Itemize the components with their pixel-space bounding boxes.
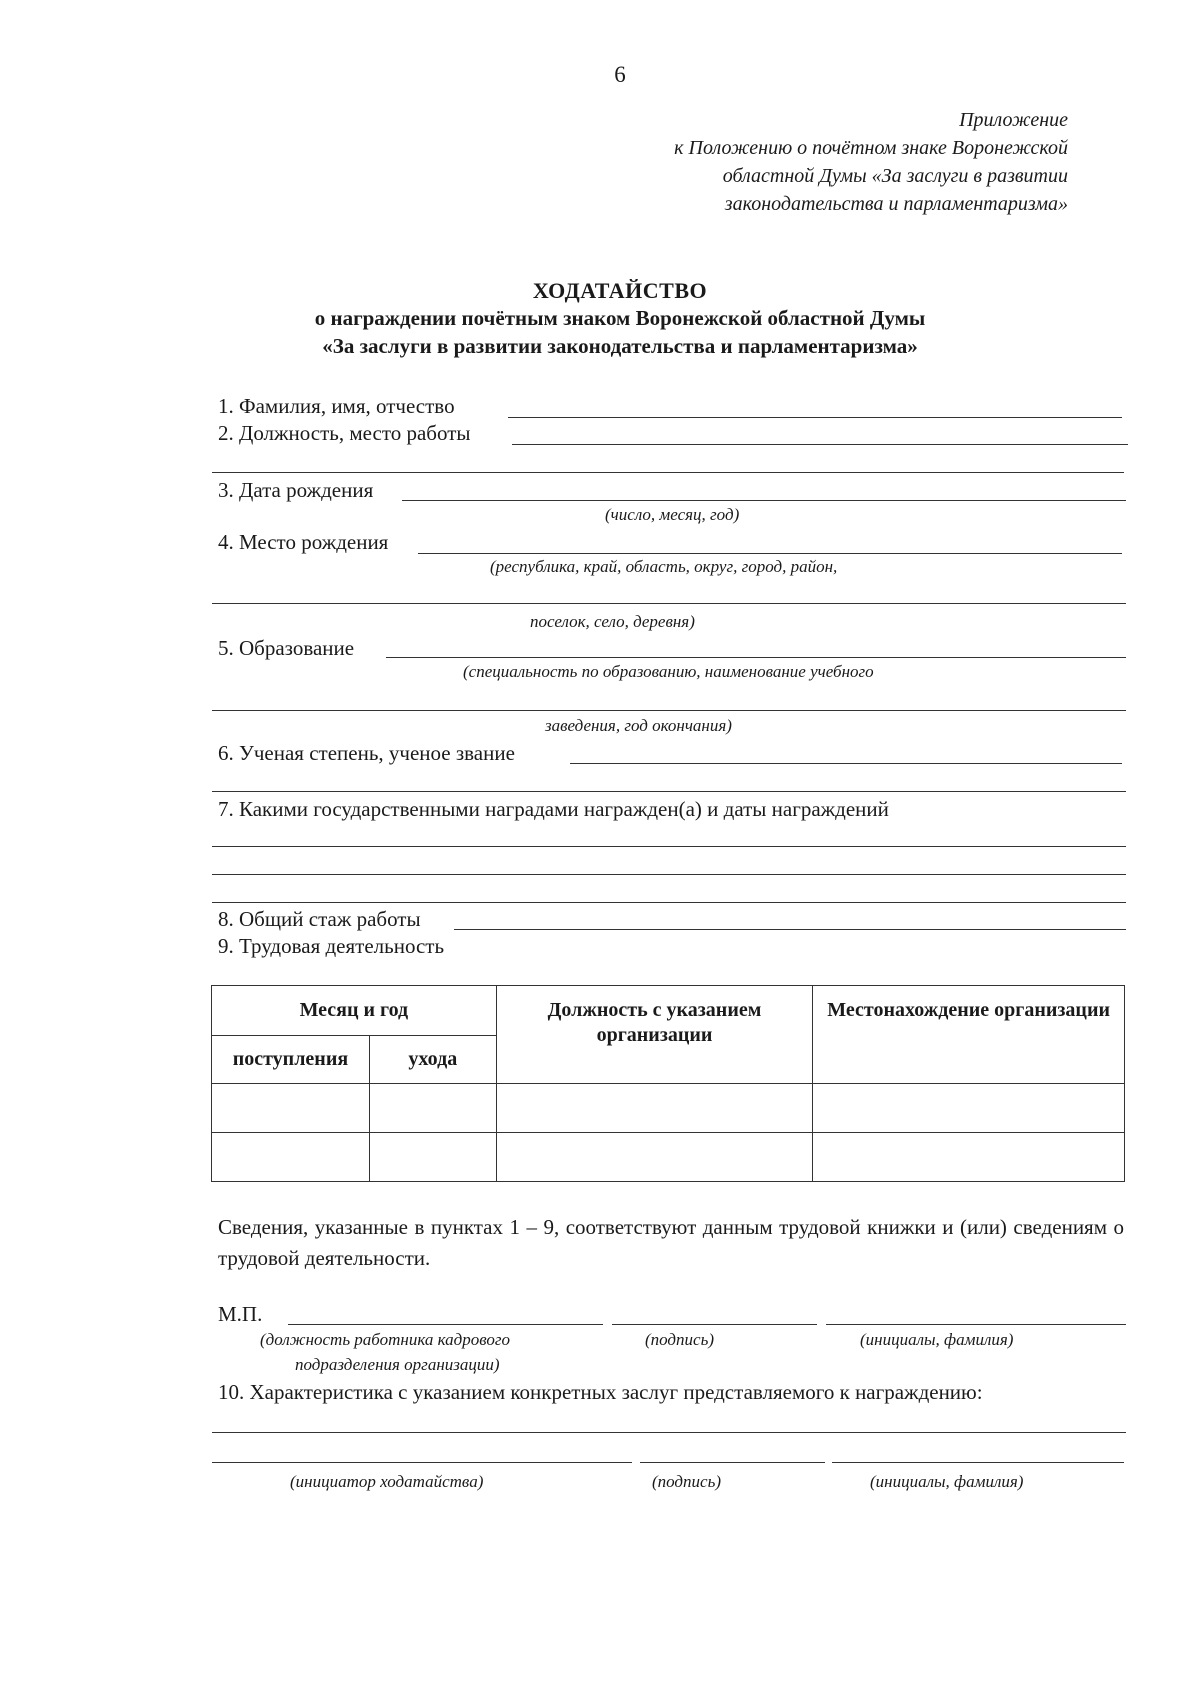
table-row xyxy=(212,1084,1125,1133)
table-cell[interactable] xyxy=(212,1133,370,1182)
field-label-experience: 8. Общий стаж работы xyxy=(218,907,421,931)
field-line-education[interactable] xyxy=(386,657,1126,658)
table-cell[interactable] xyxy=(813,1133,1125,1182)
hint-initiator-signature: (подпись) xyxy=(652,1472,721,1491)
field-label-work-history: 9. Трудовая деятельность xyxy=(218,934,445,958)
field-line-birth-place-2[interactable] xyxy=(212,603,1126,604)
table-cell[interactable] xyxy=(212,1084,370,1133)
table-cell[interactable] xyxy=(496,1133,813,1182)
field-label-education: 5. Образование xyxy=(218,636,355,660)
field-label-birth-date: 3. Дата рождения xyxy=(218,478,374,502)
field-line-degree-2[interactable] xyxy=(212,791,1126,792)
field-line-birth-place[interactable] xyxy=(418,553,1122,554)
field-label-awards: 7. Какими государственными наградами награжден(а) и даты награждений xyxy=(218,797,889,821)
field-line-position-2[interactable] xyxy=(212,472,1124,473)
hint-birth-place-2: поселок, село, деревня) xyxy=(530,612,695,631)
header-exit: ухода xyxy=(369,1036,496,1084)
document-subtitle-line-2: «За заслуги в развитии законодательства и парламентаризма» xyxy=(322,334,918,358)
table-cell[interactable] xyxy=(496,1084,813,1133)
table-cell[interactable] xyxy=(369,1133,496,1182)
appendix-note xyxy=(468,106,1068,218)
signature-line-initiator-sign[interactable] xyxy=(640,1462,825,1463)
signature-line-name[interactable] xyxy=(826,1324,1126,1325)
field-line-birth-date[interactable] xyxy=(402,500,1126,501)
hint-education-1: (специальность по образованию, наименование учебного xyxy=(463,662,874,681)
field-line-position[interactable] xyxy=(512,444,1128,445)
header-location: Местонахождение организации xyxy=(813,986,1125,1084)
work-history-table xyxy=(211,985,1125,1182)
page-number: 6 xyxy=(614,62,626,87)
appendix-line-4: законодательства и парламентаризма» xyxy=(724,193,1068,215)
field-label-position: 2. Должность, место работы xyxy=(218,421,471,445)
hint-initiator-name: (инициалы, фамилия) xyxy=(870,1472,1024,1491)
field-label-birth-place: 4. Место рождения xyxy=(218,530,389,554)
document-subtitle-line-1: о награждении почётным знаком Воронежской областной Думы xyxy=(314,306,926,330)
signature-line-initiator-name[interactable] xyxy=(832,1462,1124,1463)
hint-initiator: (инициатор ходатайства) xyxy=(290,1472,484,1491)
field-line-degree[interactable] xyxy=(570,763,1122,764)
header-month-year: Месяц и год xyxy=(212,986,497,1036)
field-line-full-name[interactable] xyxy=(508,417,1122,418)
signature-line-initiator[interactable] xyxy=(212,1462,632,1463)
hint-hr-name: (инициалы, фамилия) xyxy=(860,1330,1014,1349)
field-line-characteristic[interactable] xyxy=(212,1432,1126,1433)
field-line-awards-2[interactable] xyxy=(212,874,1126,875)
field-label-degree: 6. Ученая степень, ученое звание xyxy=(218,741,515,765)
hint-birth-date: (число, месяц, год) xyxy=(605,505,740,524)
appendix-line-3: областной Думы «За заслуги в развитии xyxy=(722,165,1068,187)
signature-line-position[interactable] xyxy=(288,1324,603,1325)
hint-hr-position-2: подразделения организации) xyxy=(295,1355,500,1374)
table-cell[interactable] xyxy=(369,1084,496,1133)
table-row xyxy=(212,1133,1125,1182)
appendix-line-2: к Положению о почётном знаке Воронежской xyxy=(674,137,1068,159)
field-line-education-2[interactable] xyxy=(212,710,1126,711)
signature-line-sign[interactable] xyxy=(612,1324,817,1325)
statement-paragraph: Сведения, указанные в пунктах 1 – 9, соответствуют данным трудовой книжки и (или) сведениям о трудовой деятельности. xyxy=(218,1215,1124,1270)
hint-hr-signature: (подпись) xyxy=(645,1330,714,1349)
field-label-characteristic: 10. Характеристика с указанием конкретных заслуг представляемого к награждению: xyxy=(218,1380,983,1404)
hint-education-2: заведения, год окончания) xyxy=(545,716,732,735)
field-line-awards-3[interactable] xyxy=(212,902,1126,903)
document-title: ХОДАТАЙСТВО xyxy=(532,278,708,303)
table-cell[interactable] xyxy=(813,1084,1125,1133)
header-entry: поступления xyxy=(212,1036,370,1084)
appendix-line-1: Приложение xyxy=(959,109,1068,131)
stamp-label: М.П. xyxy=(218,1302,263,1326)
field-line-awards-1[interactable] xyxy=(212,846,1126,847)
field-label-full-name: 1. Фамилия, имя, отчество xyxy=(218,394,455,418)
hint-hr-position-1: (должность работника кадрового xyxy=(260,1330,511,1349)
field-line-experience[interactable] xyxy=(454,929,1126,930)
header-position: Должность с указанием организации xyxy=(496,986,813,1084)
hint-birth-place-1: (республика, край, область, округ, город, район, xyxy=(490,557,838,576)
